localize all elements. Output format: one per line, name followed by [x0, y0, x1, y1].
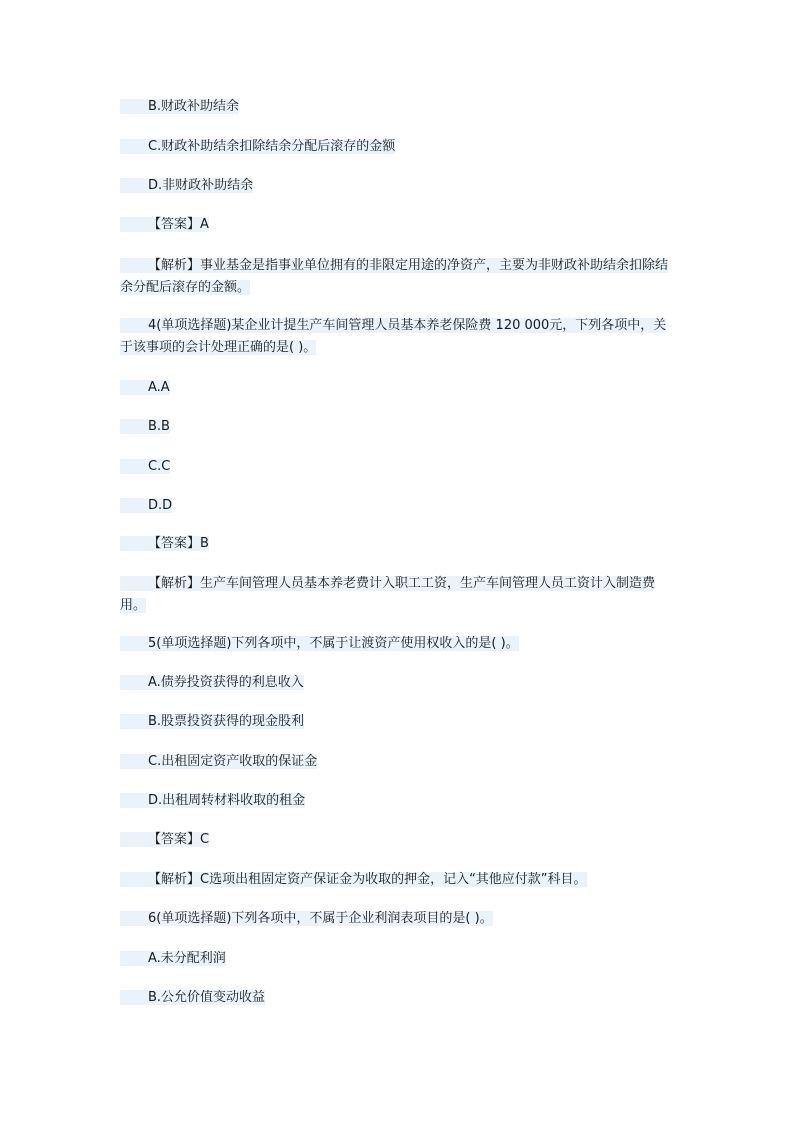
q4-option-d: D.D	[120, 495, 680, 517]
q5-answer: 【答案】C	[120, 829, 680, 851]
q5-option-c: C.出租固定资产收取的保证金	[120, 751, 680, 773]
q6-question: 6(单项选择题)下列各项中，不属于企业利润表项目的是( )。	[120, 908, 680, 930]
q4-analysis: 【解析】生产车间管理人员基本养老费计入职工工资，生产车间管理人员工资计入制造费用。	[120, 576, 656, 613]
q5-question: 5(单项选择题)下列各项中，不属于让渡资产使用权收入的是( )。	[120, 633, 680, 655]
q5-option-d: D.出租周转材料收取的租金	[120, 790, 680, 812]
q3-option-c: C.财政补助结余扣除结余分配后滚存的金额	[120, 136, 680, 158]
q4-option-a: A.A	[120, 377, 680, 399]
q3-option-d: D.非财政补助结余	[120, 175, 680, 197]
q4-answer: 【答案】B	[120, 533, 680, 555]
q5-option-b: B.股票投资获得的现金股利	[120, 711, 680, 733]
q5-analysis: 【解析】C选项出租固定资产保证金为收取的押金，记入“其他应付款”科目。	[120, 869, 680, 891]
q5-option-a: A.债券投资获得的利息收入	[120, 672, 680, 694]
q3-answer: 【答案】A	[120, 214, 680, 236]
q4-question: 4(单项选择题)某企业计提生产车间管理人员基本养老保险费 120 000元，下列各项中，关于该事项的会计处理正确的是( )。	[120, 318, 667, 355]
q3-analysis: 【解析】事业基金是指事业单位拥有的非限定用途的净资产，主要为非财政补助结余扣除结余分配后滚存的金额。	[120, 258, 669, 295]
q6-option-b: B.公允价值变动收益	[120, 987, 680, 1009]
q4-option-c: C.C	[120, 456, 680, 478]
q3-option-b: B.财政补助结余	[120, 96, 680, 118]
q4-option-b: B.B	[120, 416, 680, 438]
q6-option-a: A.未分配利润	[120, 948, 680, 970]
